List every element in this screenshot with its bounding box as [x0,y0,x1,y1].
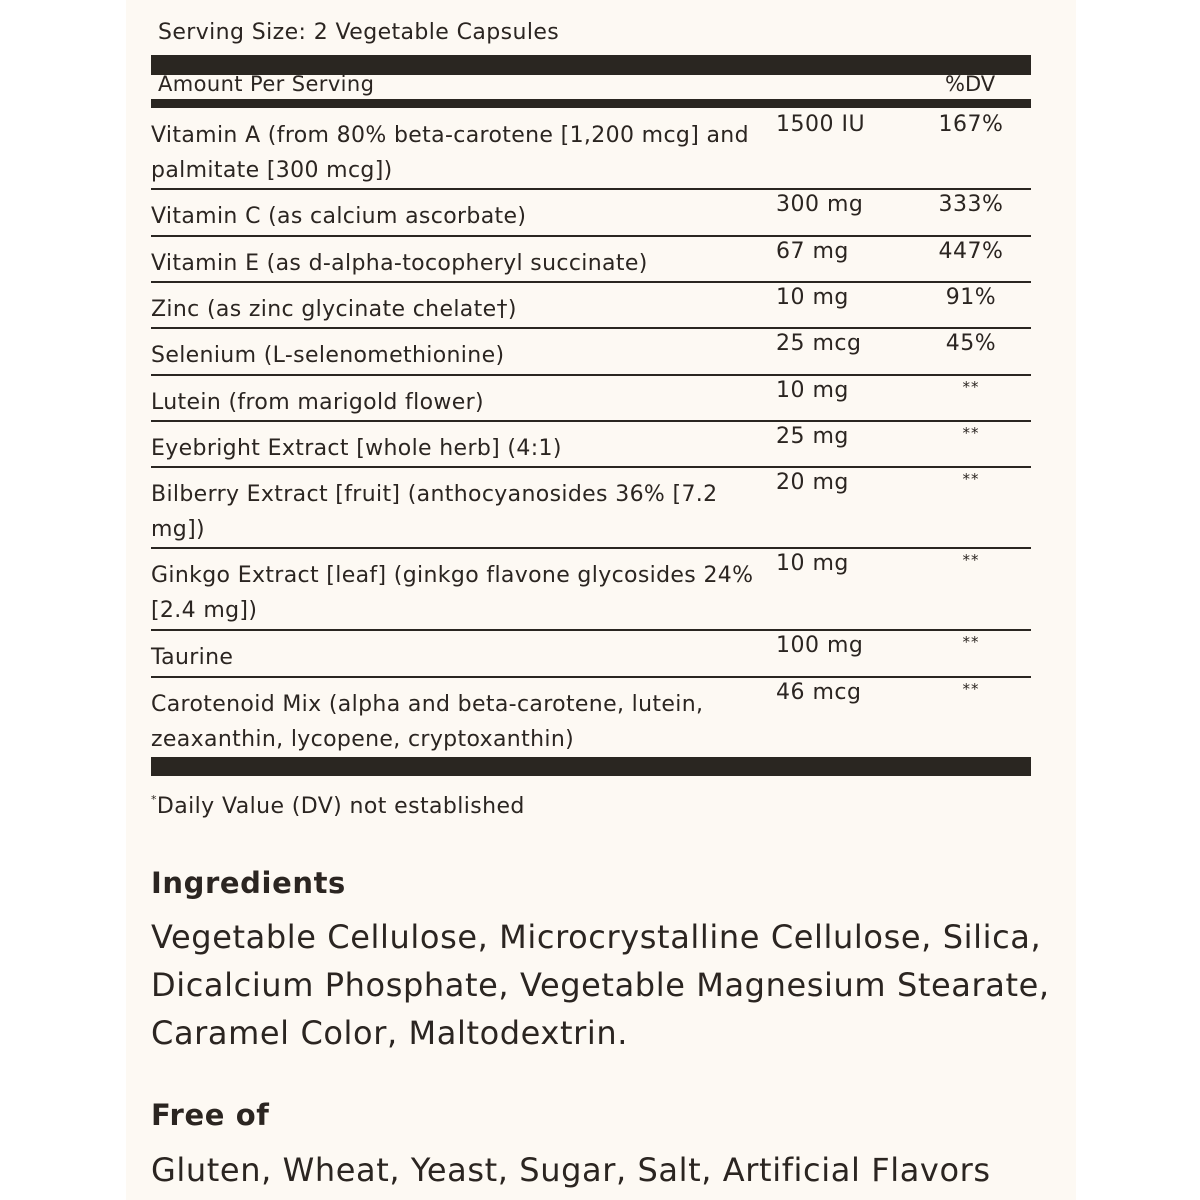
nutrient-name: Vitamin E (as d-alpha-tocopheryl succinate) [151,251,648,276]
footnote-mark: * [151,793,157,806]
serving-size: Serving Size: 2 Vegetable Capsules [158,20,560,45]
nutrient-name: Carotenoid Mix (alpha and beta-carotene, lutein, zeaxanthin, lycopene, cryptoxanthin) [151,692,704,752]
footnote-text: Daily Value (DV) not established [156,794,525,819]
nutrient-amount: 10 mg [776,378,849,403]
nutrient-row-taurine [151,631,1031,678]
thick-divider-mid [151,99,1031,108]
nutrient-amount: 20 mg [776,470,849,495]
nutrient-name: Vitamin A (from 80% beta-carotene [1,200 mcg] and palmitate [300 mcg]) [151,123,749,183]
nutrient-dv: 333% [938,192,1004,217]
nutrient-row-zinc [151,283,1031,329]
nutrient-amount: 10 mg [776,285,849,310]
nutrient-row-lutein [151,376,1031,422]
dv-not-established-mark: ** [962,424,980,442]
nutrient-amount: 67 mg [776,239,849,264]
nutrient-row-vitamin-e [151,237,1031,283]
nutrient-row-vitamin-c [151,190,1031,237]
nutrient-name: Vitamin C (as calcium ascorbate) [151,204,527,229]
nutrient-amount: 25 mcg [776,331,862,356]
dv-not-established-mark: ** [962,470,980,488]
nutrient-name: Selenium (L-selenomethionine) [151,343,505,368]
nutrient-name: Bilberry Extract [fruit] (anthocyanosides 36% [7.2 mg]) [151,482,718,542]
dv-not-established-mark: ** [962,680,980,698]
nutrient-name: Ginkgo Extract [leaf] (ginkgo flavone glycosides 24% [2.4 mg]) [151,563,754,623]
nutrient-amount: 100 mg [776,633,864,658]
nutrient-row-vitamin-a [151,108,1031,190]
nutrient-row-bilberry [151,468,1031,549]
amount-per-serving-header: Amount Per Serving [158,72,375,96]
dv-header: %DV [945,72,996,96]
nutrient-amount: 25 mg [776,424,849,449]
free-of-text: Gluten, Wheat, Yeast, Sugar, Salt, Artificial Flavors [151,1151,991,1189]
nutrient-amount: 46 mcg [776,680,862,705]
nutrient-amount: 10 mg [776,551,849,576]
nutrient-row-eyebright [151,422,1031,468]
ingredients-text: Vegetable Cellulose, Microcrystalline Cellulose, Silica, Dicalcium Phosphate, Vegetable Magnesium Stearate, Caramel Color, Maltodextrin. [151,918,1050,1052]
dv-footnote [151,793,525,819]
nutrient-amount: 300 mg [776,192,864,217]
nutrient-name: Zinc (as zinc glycinate chelate†) [151,297,517,322]
nutrient-name: Taurine [151,645,234,670]
nutrient-dv: 447% [938,239,1004,264]
nutrient-row-ginkgo [151,549,1031,631]
nutrient-amount: 1500 IU [776,112,866,137]
nutrient-dv: 45% [945,331,997,356]
thick-divider-bottom [151,757,1031,776]
dv-not-established-mark: ** [962,378,980,396]
dv-not-established-mark: ** [962,551,980,569]
nutrient-name: Eyebright Extract [whole herb] (4:1) [151,436,562,461]
nutrient-name: Lutein (from marigold flower) [151,390,484,415]
nutrient-dv: 167% [938,112,1004,137]
nutrient-row-selenium [151,329,1031,376]
ingredients-heading: Ingredients [151,866,346,900]
free-of-heading: Free of [151,1098,270,1132]
dv-not-established-mark: ** [962,633,980,651]
nutrient-row-carotenoid-mix [151,678,1031,757]
nutrient-dv: 91% [945,285,997,310]
